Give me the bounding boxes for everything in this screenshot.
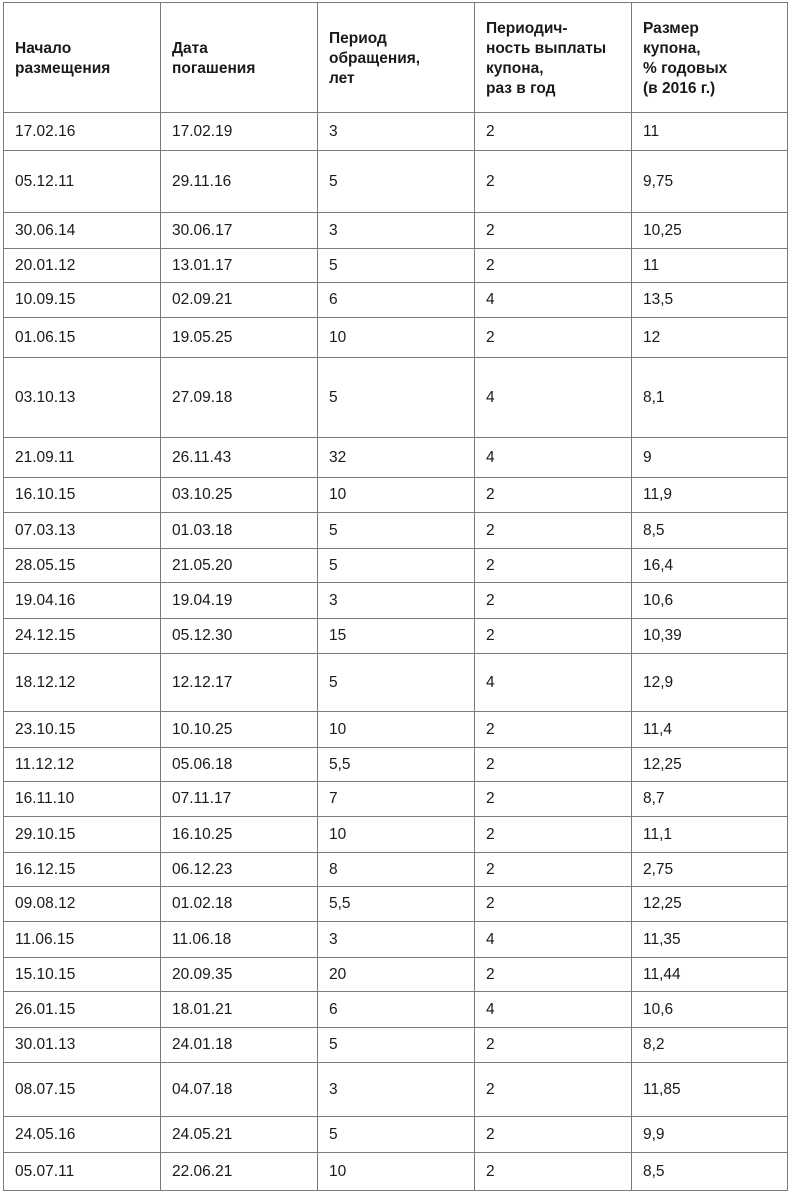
- maturity-date-cell: 11.06.18: [161, 922, 318, 958]
- placement-start-cell: 30.06.14: [4, 213, 161, 249]
- header-circulation-period: Период обращения, лет: [318, 3, 475, 113]
- circulation-period-cell: 5,5: [318, 748, 475, 782]
- coupon-frequency-cell: 2: [475, 249, 632, 283]
- coupon-frequency-cell: 2: [475, 1063, 632, 1117]
- coupon-frequency-cell: 2: [475, 817, 632, 853]
- circulation-period-cell: 5: [318, 513, 475, 549]
- coupon-rate-cell: 8,2: [632, 1028, 788, 1063]
- coupon-frequency-cell: 2: [475, 1153, 632, 1191]
- coupon-frequency-cell: 2: [475, 151, 632, 213]
- placement-start-cell: 11.12.12: [4, 748, 161, 782]
- table-row: [4, 992, 788, 1028]
- coupon-rate-cell: 10,39: [632, 619, 788, 654]
- maturity-date-cell: 18.01.21: [161, 992, 318, 1028]
- circulation-period-cell: 3: [318, 213, 475, 249]
- table-row: [4, 1063, 788, 1117]
- placement-start-cell: 05.07.11: [4, 1153, 161, 1191]
- coupon-frequency-cell: 2: [475, 1117, 632, 1153]
- table-row: [4, 438, 788, 478]
- table-header: [4, 3, 788, 113]
- coupon-rate-cell: 11,9: [632, 478, 788, 513]
- placement-start-cell: 03.10.13: [4, 358, 161, 438]
- circulation-period-cell: 5: [318, 1028, 475, 1063]
- maturity-date-cell: 29.11.16: [161, 151, 318, 213]
- table-row: [4, 654, 788, 712]
- circulation-period-cell: 20: [318, 958, 475, 992]
- placement-start-cell: 09.08.12: [4, 887, 161, 922]
- coupon-frequency-cell: 2: [475, 113, 632, 151]
- table-row: [4, 249, 788, 283]
- maturity-date-cell: 02.09.21: [161, 283, 318, 318]
- coupon-rate-cell: 10,6: [632, 992, 788, 1028]
- maturity-date-cell: 13.01.17: [161, 249, 318, 283]
- maturity-date-cell: 10.10.25: [161, 712, 318, 748]
- coupon-rate-cell: 12: [632, 318, 788, 358]
- table-row: [4, 817, 788, 853]
- coupon-rate-cell: 12,9: [632, 654, 788, 712]
- coupon-rate-cell: 11,85: [632, 1063, 788, 1117]
- placement-start-cell: 21.09.11: [4, 438, 161, 478]
- table-row: [4, 853, 788, 887]
- coupon-frequency-cell: 2: [475, 853, 632, 887]
- maturity-date-cell: 21.05.20: [161, 549, 318, 583]
- maturity-date-cell: 06.12.23: [161, 853, 318, 887]
- circulation-period-cell: 15: [318, 619, 475, 654]
- coupon-frequency-cell: 2: [475, 478, 632, 513]
- placement-start-cell: 15.10.15: [4, 958, 161, 992]
- table-row: [4, 549, 788, 583]
- coupon-rate-cell: 11,4: [632, 712, 788, 748]
- placement-start-cell: 08.07.15: [4, 1063, 161, 1117]
- coupon-rate-cell: 9,9: [632, 1117, 788, 1153]
- table-row: [4, 748, 788, 782]
- table-row: [4, 619, 788, 654]
- maturity-date-cell: 30.06.17: [161, 213, 318, 249]
- bond-table: [3, 2, 788, 1191]
- coupon-rate-cell: 11,44: [632, 958, 788, 992]
- table-row: [4, 782, 788, 817]
- table-row: [4, 151, 788, 213]
- table-row: [4, 712, 788, 748]
- placement-start-cell: 23.10.15: [4, 712, 161, 748]
- circulation-period-cell: 3: [318, 1063, 475, 1117]
- circulation-period-cell: 32: [318, 438, 475, 478]
- placement-start-cell: 26.01.15: [4, 992, 161, 1028]
- table-row: [4, 113, 788, 151]
- coupon-rate-cell: 13,5: [632, 283, 788, 318]
- coupon-frequency-cell: 2: [475, 549, 632, 583]
- placement-start-cell: 19.04.16: [4, 583, 161, 619]
- table-row: [4, 958, 788, 992]
- header-placement-start: Начало размещения: [4, 3, 161, 113]
- maturity-date-cell: 12.12.17: [161, 654, 318, 712]
- coupon-rate-cell: 8,5: [632, 513, 788, 549]
- placement-start-cell: 24.12.15: [4, 619, 161, 654]
- placement-start-cell: 20.01.12: [4, 249, 161, 283]
- circulation-period-cell: 5: [318, 549, 475, 583]
- placement-start-cell: 05.12.11: [4, 151, 161, 213]
- table-row: [4, 1028, 788, 1063]
- placement-start-cell: 17.02.16: [4, 113, 161, 151]
- coupon-rate-cell: 10,25: [632, 213, 788, 249]
- circulation-period-cell: 5,5: [318, 887, 475, 922]
- maturity-date-cell: 22.06.21: [161, 1153, 318, 1191]
- coupon-frequency-cell: 4: [475, 922, 632, 958]
- coupon-frequency-cell: 4: [475, 283, 632, 318]
- coupon-rate-cell: 9: [632, 438, 788, 478]
- table-row: [4, 358, 788, 438]
- maturity-date-cell: 19.05.25: [161, 318, 318, 358]
- circulation-period-cell: 5: [318, 151, 475, 213]
- coupon-frequency-cell: 2: [475, 213, 632, 249]
- coupon-frequency-cell: 2: [475, 748, 632, 782]
- circulation-period-cell: 10: [318, 478, 475, 513]
- coupon-frequency-cell: 2: [475, 318, 632, 358]
- circulation-period-cell: 7: [318, 782, 475, 817]
- circulation-period-cell: 10: [318, 712, 475, 748]
- placement-start-cell: 29.10.15: [4, 817, 161, 853]
- table-row: [4, 583, 788, 619]
- circulation-period-cell: 10: [318, 318, 475, 358]
- coupon-frequency-cell: 2: [475, 1028, 632, 1063]
- coupon-frequency-cell: 2: [475, 712, 632, 748]
- coupon-rate-cell: 8,5: [632, 1153, 788, 1191]
- placement-start-cell: 16.12.15: [4, 853, 161, 887]
- circulation-period-cell: 6: [318, 283, 475, 318]
- circulation-period-cell: 5: [318, 249, 475, 283]
- header-coupon-frequency: Периодич- ность выплаты купона, раз в год: [475, 3, 632, 113]
- coupon-frequency-cell: 2: [475, 583, 632, 619]
- placement-start-cell: 18.12.12: [4, 654, 161, 712]
- coupon-frequency-cell: 2: [475, 782, 632, 817]
- maturity-date-cell: 01.03.18: [161, 513, 318, 549]
- coupon-rate-cell: 8,7: [632, 782, 788, 817]
- circulation-period-cell: 5: [318, 358, 475, 438]
- maturity-date-cell: 05.06.18: [161, 748, 318, 782]
- coupon-rate-cell: 11,1: [632, 817, 788, 853]
- table-row: [4, 213, 788, 249]
- maturity-date-cell: 04.07.18: [161, 1063, 318, 1117]
- table-body: [4, 113, 788, 1191]
- circulation-period-cell: 3: [318, 922, 475, 958]
- coupon-rate-cell: 8,1: [632, 358, 788, 438]
- circulation-period-cell: 6: [318, 992, 475, 1028]
- maturity-date-cell: 20.09.35: [161, 958, 318, 992]
- placement-start-cell: 24.05.16: [4, 1117, 161, 1153]
- coupon-frequency-cell: 2: [475, 887, 632, 922]
- table-row: [4, 283, 788, 318]
- table-row: [4, 887, 788, 922]
- coupon-rate-cell: 10,6: [632, 583, 788, 619]
- coupon-rate-cell: 11: [632, 113, 788, 151]
- circulation-period-cell: 5: [318, 654, 475, 712]
- coupon-rate-cell: 11: [632, 249, 788, 283]
- placement-start-cell: 10.09.15: [4, 283, 161, 318]
- maturity-date-cell: 27.09.18: [161, 358, 318, 438]
- coupon-rate-cell: 12,25: [632, 887, 788, 922]
- maturity-date-cell: 19.04.19: [161, 583, 318, 619]
- coupon-rate-cell: 2,75: [632, 853, 788, 887]
- table-row: [4, 1153, 788, 1191]
- maturity-date-cell: 05.12.30: [161, 619, 318, 654]
- circulation-period-cell: 10: [318, 1153, 475, 1191]
- coupon-frequency-cell: 2: [475, 513, 632, 549]
- header-coupon-rate: Размер купона, % годовых (в 2016 г.): [632, 3, 788, 113]
- maturity-date-cell: 07.11.17: [161, 782, 318, 817]
- circulation-period-cell: 8: [318, 853, 475, 887]
- coupon-rate-cell: 16,4: [632, 549, 788, 583]
- coupon-rate-cell: 12,25: [632, 748, 788, 782]
- circulation-period-cell: 3: [318, 583, 475, 619]
- table-row: [4, 318, 788, 358]
- header-maturity-date: Дата погашения: [161, 3, 318, 113]
- placement-start-cell: 07.03.13: [4, 513, 161, 549]
- coupon-frequency-cell: 4: [475, 358, 632, 438]
- circulation-period-cell: 5: [318, 1117, 475, 1153]
- table-row: [4, 922, 788, 958]
- maturity-date-cell: 17.02.19: [161, 113, 318, 151]
- placement-start-cell: 30.01.13: [4, 1028, 161, 1063]
- table-row: [4, 478, 788, 513]
- coupon-frequency-cell: 2: [475, 958, 632, 992]
- table-row: [4, 1117, 788, 1153]
- maturity-date-cell: 24.05.21: [161, 1117, 318, 1153]
- placement-start-cell: 16.10.15: [4, 478, 161, 513]
- coupon-frequency-cell: 4: [475, 654, 632, 712]
- placement-start-cell: 16.11.10: [4, 782, 161, 817]
- coupon-rate-cell: 9,75: [632, 151, 788, 213]
- maturity-date-cell: 26.11.43: [161, 438, 318, 478]
- circulation-period-cell: 10: [318, 817, 475, 853]
- coupon-frequency-cell: 2: [475, 619, 632, 654]
- table-row: [4, 513, 788, 549]
- coupon-frequency-cell: 4: [475, 438, 632, 478]
- placement-start-cell: 11.06.15: [4, 922, 161, 958]
- coupon-rate-cell: 11,35: [632, 922, 788, 958]
- circulation-period-cell: 3: [318, 113, 475, 151]
- maturity-date-cell: 16.10.25: [161, 817, 318, 853]
- maturity-date-cell: 03.10.25: [161, 478, 318, 513]
- placement-start-cell: 01.06.15: [4, 318, 161, 358]
- coupon-frequency-cell: 4: [475, 992, 632, 1028]
- placement-start-cell: 28.05.15: [4, 549, 161, 583]
- maturity-date-cell: 01.02.18: [161, 887, 318, 922]
- maturity-date-cell: 24.01.18: [161, 1028, 318, 1063]
